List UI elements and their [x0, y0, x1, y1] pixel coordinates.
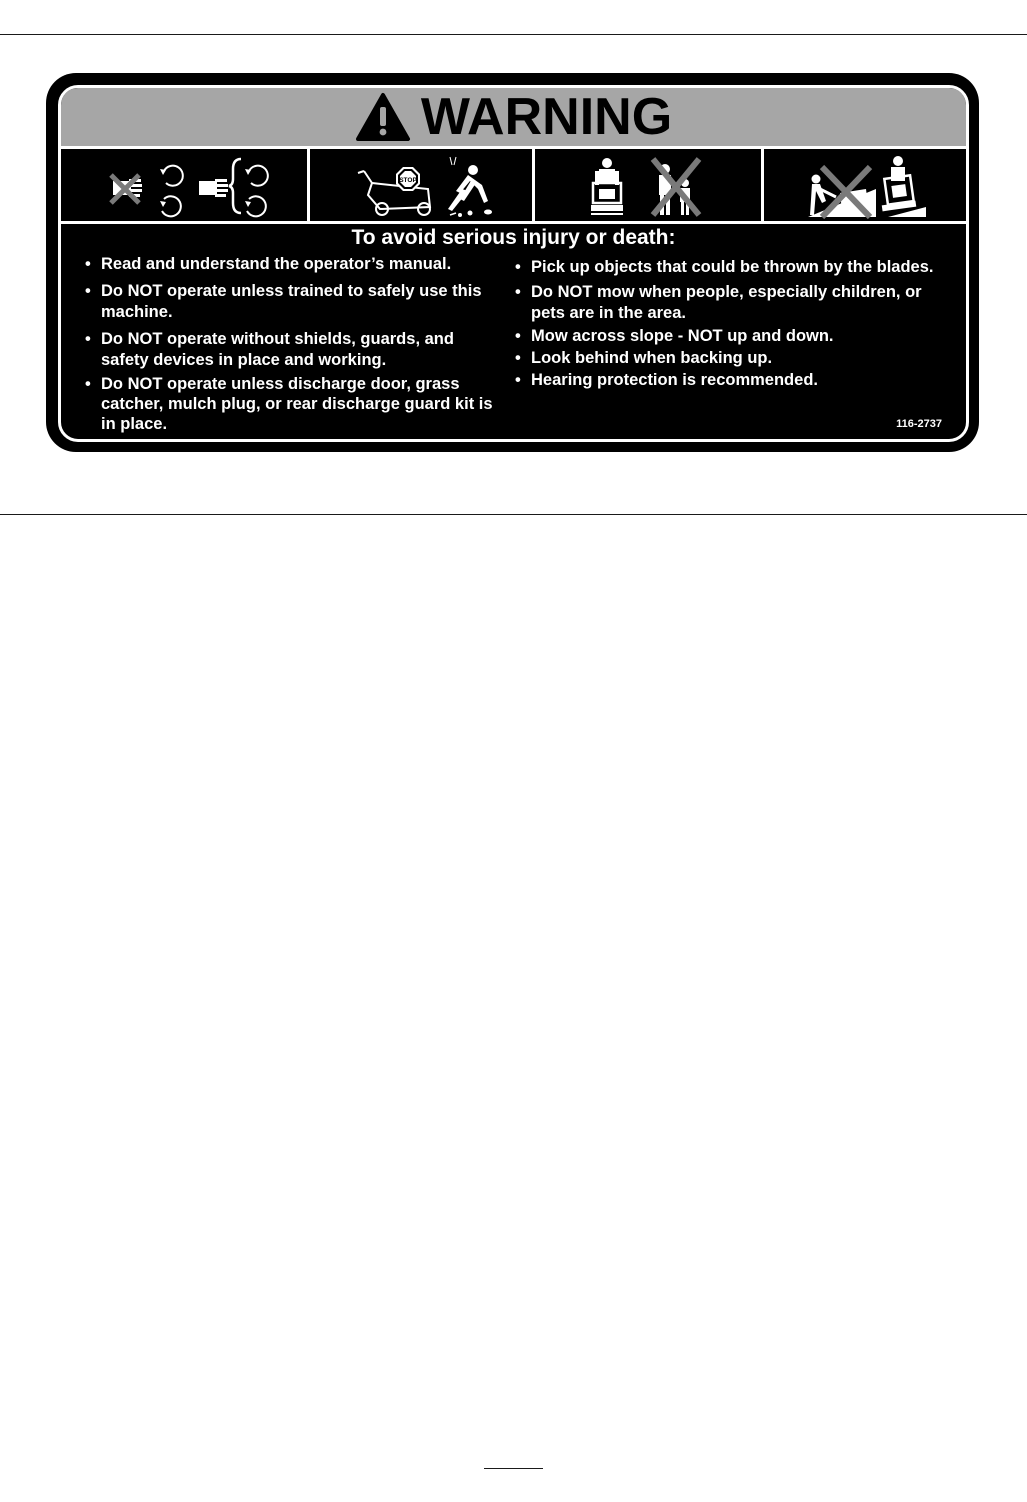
bullet-icon: •: [85, 330, 91, 348]
list-item: • Mow across slope - NOT up and down.: [515, 327, 834, 345]
decal-frame: [58, 85, 969, 442]
svg-text:STOP: STOP: [399, 177, 417, 184]
bullet-icon: •: [85, 282, 91, 300]
list-item: • Read and understand the operator’s manual.: [85, 255, 452, 273]
list-item: • Do NOT operate without shields, guards, and safety devices in place and working.: [85, 330, 454, 369]
bullet-icon: •: [85, 255, 91, 273]
footer-rule: [484, 1468, 543, 1469]
top-rule: [0, 34, 1027, 35]
part-number: 116-2737: [896, 418, 942, 430]
bullet-icon: •: [515, 283, 521, 301]
list-item: • Do NOT operate unless discharge door, grass catcher, mulch plug, or rear discharge guard kit is in place.: [85, 375, 493, 433]
warning-decal: [46, 73, 979, 452]
bullet-icon: •: [515, 371, 521, 389]
list-item: • Look behind when backing up.: [515, 349, 773, 367]
list-item: • Do NOT mow when people, especially children, or pets are in the area.: [515, 283, 922, 322]
list-item: • Hearing protection is recommended.: [515, 371, 818, 389]
warning-word: WARNING: [420, 88, 673, 146]
list-item: • Do NOT operate unless trained to safely use this machine.: [85, 282, 482, 321]
warning-title: [61, 88, 966, 146]
keep-bystanders-away-icon: [535, 149, 764, 221]
instructions-left-column: [85, 254, 505, 434]
safety-instructions: [61, 224, 966, 439]
safety-subtitle: To avoid serious injury or death:: [351, 226, 676, 249]
hand-blade-cut-hazard-icon: [61, 149, 310, 221]
warning-triangle-icon: [355, 92, 411, 142]
section-divider: [0, 514, 1027, 515]
bullet-icon: •: [85, 375, 91, 393]
list-item: • Pick up objects that could be thrown by the blades.: [515, 256, 945, 279]
bullet-icon: •: [515, 327, 521, 345]
bullet-icon: •: [515, 349, 521, 367]
instructions-right-column: [515, 256, 945, 391]
pictogram-row: [61, 149, 966, 224]
bullet-icon: •: [515, 258, 521, 276]
warning-header: [61, 88, 966, 149]
stop-and-pick-up-objects-icon: [310, 149, 535, 221]
mow-across-slope-icon: [764, 149, 966, 221]
